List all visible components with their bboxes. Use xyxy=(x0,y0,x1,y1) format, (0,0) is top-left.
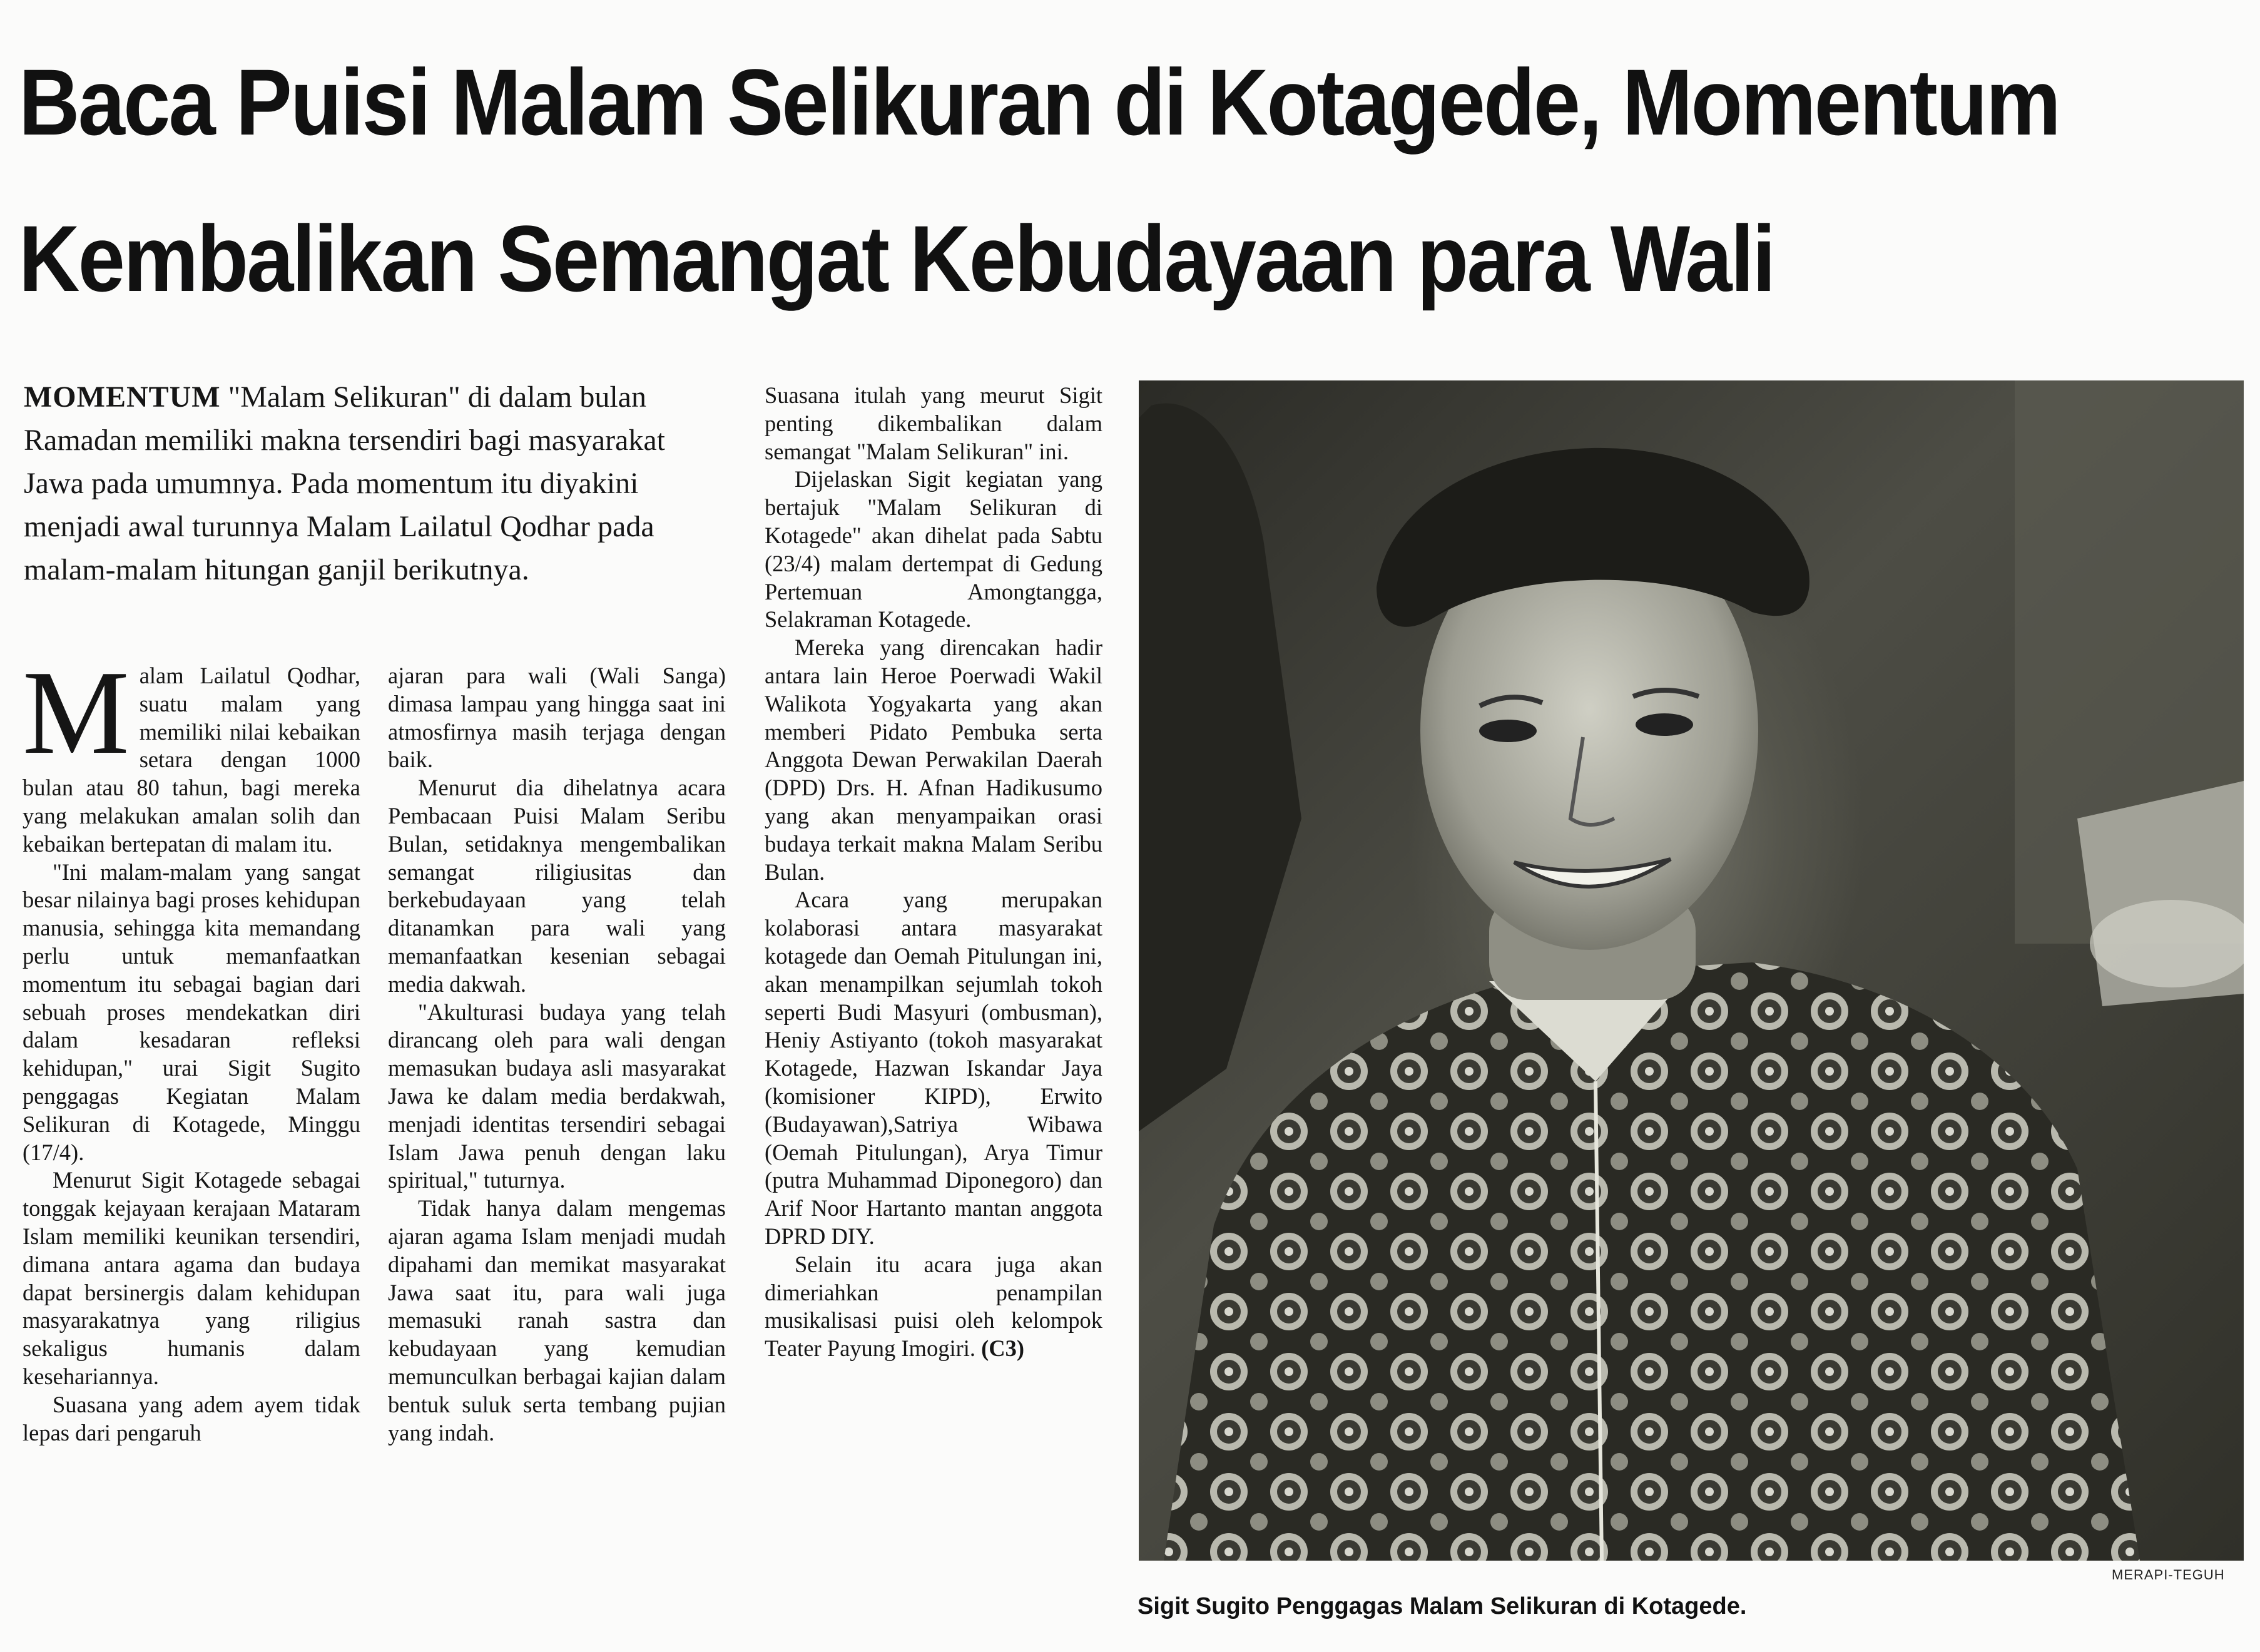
article-paragraph: Selain itu acara juga akan dimeriahkan penampilan musikalisasi puisi oleh kelompok Teater Payung Imogiri. (C3) xyxy=(765,1251,1102,1362)
article-paragraph: "Ini malam-malam yang sangat besar nilainya bagi proses kehidupan manusia, sehingga kita memandang perlu untuk memanfaatkan momentum itu sebagai bagian dari sebuah proses mendekatkan diri dalam kesadaran refleksi kehidupan," urai Sigit Sugito penggagas Kegiatan Malam Selikuran di Kotagede, Minggu (17/4). xyxy=(23,859,360,1165)
article-paragraph: Dijelaskan Sigit kegiatan yang bertajuk "Malam Selikuran di Kotagede" akan dihelat pada Sabtu (23/4) malam dertempat di Gedung Pertemuan Amongtangga, Selakraman Kotagede. xyxy=(765,466,1102,633)
drop-cap: M xyxy=(23,646,130,779)
headline-line-2: Kembalikan Semangat Kebudayaan para Wali xyxy=(19,206,1774,311)
lead-label: MOMENTUM xyxy=(24,380,221,414)
headline xyxy=(19,24,2060,337)
article-paragraph: Malam Lailatul Qodhar, suatu malam yang memiliki nilai kebaikan setara dengan 1000 bulan atau 80 tahun, bagi mereka yang melakukan amalan solih dan kebaikan bertepatan di malam itu. xyxy=(23,646,360,857)
photo-credit: MERAPI-TEGUH xyxy=(2112,1567,2225,1583)
lead-paragraph xyxy=(24,375,725,591)
lead-text: "Malam Selikuran" di dalam bulan Ramadan memiliki makna tersendiri bagi masyarakat Jawa pada umumnya. Pada momentum itu diyakini menjadi awal turunnya Malam Lailatul Qodhar pada malam-malam hitungan ganjil berikutnya. xyxy=(24,380,665,586)
article-paragraph: Acara yang merupakan kolaborasi antara masyarakat kotagede dan Oemah Pitulungan ini, akan menampilkan sejumlah tokoh seperti Budi Masyuri (ombusman), Heniy Astiyanto (tokoh masyarakat Kotagede, Hazwan Iskandar Jaya (komisioner KIPD), Erwito (Budayawan),Satriya Wibawa (Oemah Pitulungan), Arya Timur (putra Muhammad Diponegoro) dan Arif Noor Hartanto mantan anggota DPRD DIY. xyxy=(765,887,1102,1249)
article-paragraph: "Akulturasi budaya yang telah dirancang oleh para wali dengan memasukan budaya asli masyarakat Jawa ke dalam media berdakwah, menjadi identitas tersendiri sebagai Islam Jawa penuh dengan laku spiritual," tuturnya. xyxy=(388,999,726,1193)
article-paragraph: Suasana yang adem ayem tidak lepas dari pengaruh xyxy=(23,1391,360,1446)
article-paragraph: Mereka yang direncakan hadir antara lain Heroe Poerwadi Wakil Walikota Yogyakarta yang akan memberi Pidato Pembuka serta Anggota Dewan Perwakilan Daerah (DPD) Drs. H. Afnan Hadikusumo yang akan menyampaikan orasi budaya terkait makna Malam Seribu Bulan. xyxy=(765,635,1102,885)
article-paragraph: ajaran para wali (Wali Sanga) dimasa lampau yang hingga saat ini atmosfirnya masih terjaga dengan baik. xyxy=(388,663,726,773)
headline-line-1: Baca Puisi Malam Selikuran di Kotagede, Momentum xyxy=(19,49,2060,155)
article-column-3 xyxy=(765,382,1102,1363)
article-column-1 xyxy=(23,646,360,1447)
article-column-2 xyxy=(388,662,726,1447)
author-signoff: (C3) xyxy=(981,1335,1025,1362)
article-paragraph: Menurut dia dihelatnya acara Pembacaan Puisi Malam Seribu Bulan, setidaknya mengembalikan semangat riligiusitas dan berkebudayaan yang telah ditanamkan para wali yang memanfaatkan kesenian sebagai media dakwah. xyxy=(388,775,726,997)
photo-caption: Sigit Sugito Penggagas Malam Selikuran di Kotagede. xyxy=(1138,1593,1747,1619)
portrait-illustration xyxy=(1139,380,2244,1561)
article-paragraph: Menurut Sigit Kotagede sebagai tonggak kejayaan kerajaan Mataram Islam memiliki keunikan tersendiri, dimana antara agama dan budaya dapat bersinergis dalam kehidupan masyarakatnya yang riligius sekaligus humanis dalam kesehariannya. xyxy=(23,1167,360,1389)
article-paragraph: Tidak hanya dalam mengemas ajaran agama Islam menjadi mudah dipahami dan memikat masyarakat Jawa saat itu, para wali juga memasuki ranah sastra dan kebudayaan yang kemudian memunculkan berbagai kajian dalam bentuk suluk serta tembang pujian yang indah. xyxy=(388,1195,726,1446)
article-photo xyxy=(1139,380,2244,1561)
article-paragraph: Suasana itulah yang meurut Sigit penting dikembalikan dalam semangat "Malam Selikuran" ini. xyxy=(765,382,1102,464)
